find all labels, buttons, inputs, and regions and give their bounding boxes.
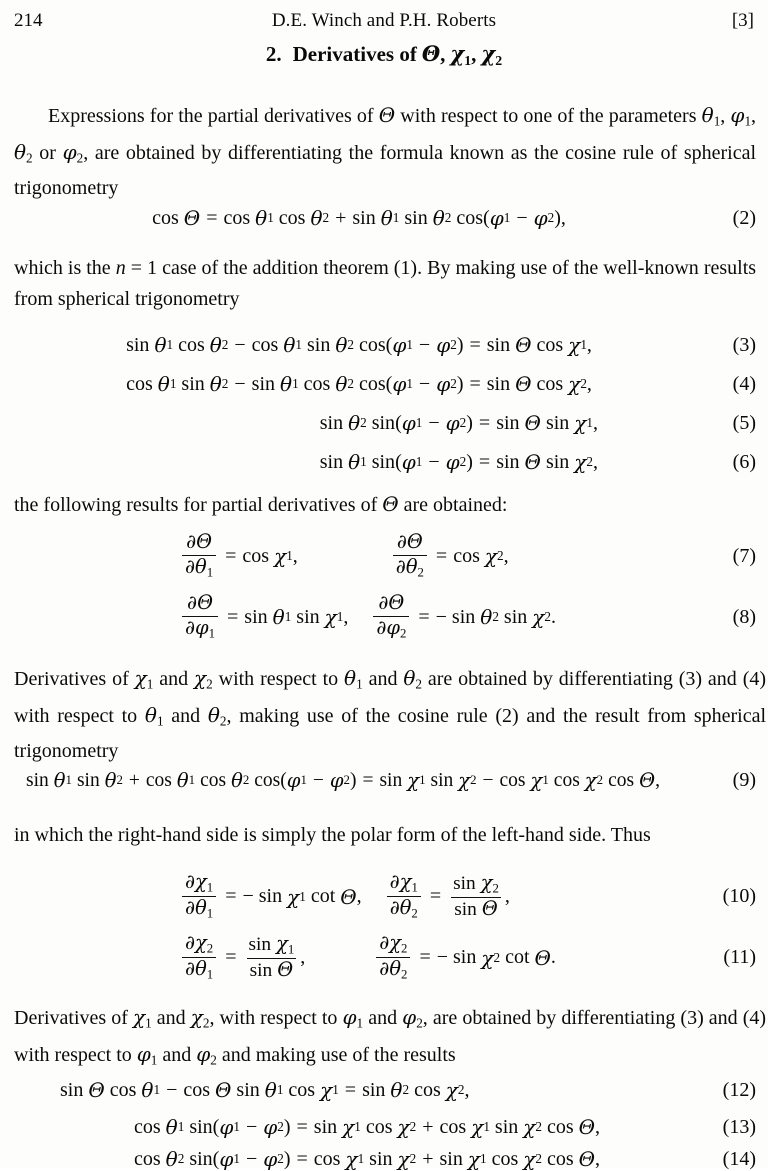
equation-4-body: cos θ 1 sin θ 2 − sin θ 1 cos θ 2 cos ( φ 1 − φ 2 ) = sin Θ cos χ 2 , <box>126 372 592 396</box>
paragraph-5 <box>14 820 756 851</box>
equation-11 <box>14 933 756 983</box>
parameter-phi-2: $\varphi_2$ <box>62 139 84 166</box>
symbol-chi-2: $\chi_2$ <box>194 666 213 692</box>
paragraph-6 <box>14 1002 766 1075</box>
equation-7-body: $\frac{\partial\Theta}{\partial\theta_1}$ = cos χ 1 , $\frac{\partial\Theta}{\partial\theta_2}$ = cos χ 2 , <box>14 532 704 580</box>
symbol-theta-1: $\theta_1$ <box>144 702 164 729</box>
symbol-theta-2: $\theta_2$ <box>207 702 227 729</box>
fraction-dtheta-dphi1: $\frac{\partial\Theta}{\partial\varphi_1}$ <box>182 593 218 641</box>
issue-number: [3] <box>731 10 754 31</box>
paragraph-4-part-g: , making use of the cosine rule (2) and the result from spherical trigonometry <box>14 704 767 763</box>
paragraph-5-text: in which the right-hand side is simply the polar form of the left-hand side. Thus <box>14 824 651 846</box>
equation-tag-4: (4) <box>732 372 756 395</box>
equation-5 <box>14 411 756 435</box>
equation-9 <box>14 769 756 792</box>
equation-2 <box>14 206 756 230</box>
paragraph-6-and-1: and <box>156 1007 186 1029</box>
symbol-theta-1: $\theta_1$ <box>344 666 363 692</box>
paragraph-1 <box>14 100 756 204</box>
paragraph-6-part-e: , are obtained by differentiating (3) and (4) with respect to <box>14 1007 767 1066</box>
equation-14 <box>14 1147 756 1171</box>
equation-tag-2: (2) <box>732 206 756 229</box>
symbol-chi-2: χ <box>481 41 496 66</box>
section-number: 2. <box>265 42 282 66</box>
symbol-chi-1: $\chi_1$ <box>133 1005 152 1031</box>
paragraph-6-part-c: , with respect to <box>209 1007 338 1029</box>
equation-5-body: sin θ 2 sin ( φ 1 − φ 2 ) = sin Θ sin χ 1 , <box>319 411 598 435</box>
fraction-dchi2-dtheta2: $\frac{\partial\chi_2}{\partial\theta_2}$ <box>376 933 410 983</box>
equation-7 <box>14 532 756 580</box>
fraction-dchi1-dtheta1: $\frac{\partial\chi_1}{\partial\theta_1}$ <box>182 872 216 922</box>
fraction-dchi2-dtheta1: $\frac{\partial\chi_2}{\partial\theta_1}$ <box>182 933 216 983</box>
equation-12-body: sin Θ cos θ 1 − cos Θ sin θ 1 cos χ 1 = sin θ 2 cos χ 2 , <box>60 1078 470 1102</box>
symbol-theta-2: $\theta_2$ <box>403 666 422 692</box>
paragraph-2-part-b: case of the addition theorem (1). By making use of the well-known results from spherical trigonometry <box>14 257 757 310</box>
equation-6-body: sin θ 1 sin ( φ 1 − φ 2 ) = sin Θ sin χ 2 , <box>319 450 598 474</box>
page-folio: 214 <box>14 10 43 31</box>
symbol-phi-1: $\varphi_1$ <box>136 1041 158 1068</box>
equation-9-body: sin θ 1 sin θ 2 + cos θ 1 cos θ 2 cos ( φ 1 − φ 2 ) = sin χ 1 sin χ 2 − cos χ 1 cos χ 2 cos Θ , <box>26 769 660 792</box>
paragraph-2 <box>14 253 756 315</box>
equation-tag-9: (9) <box>732 769 756 791</box>
equation-tag-11: (11) <box>723 946 756 969</box>
running-head-authors: D.E. Winch and P.H. Roberts <box>271 10 497 31</box>
paragraph-1-part-a: Expressions for the partial derivatives of <box>48 105 374 127</box>
paragraph-3 <box>14 489 756 521</box>
subscript-2: 2 <box>495 52 503 68</box>
paragraph-4-part-a: Derivatives of <box>14 668 129 690</box>
paragraph-1-part-b: with respect to one of the parameters <box>400 105 697 127</box>
paragraph-6-and-2: and <box>368 1007 398 1029</box>
symbol-chi-2: $\chi_2$ <box>190 1005 210 1031</box>
equation-4 <box>14 372 756 396</box>
equation-tag-10: (10) <box>722 885 756 908</box>
fraction-sinchi2-sintheta: $\frac{\sin \chi_2}{\text{sin Θ}}$ <box>453 870 499 921</box>
equation-11-body: $\frac{\partial\chi_2}{\partial\theta_1}$ = $\frac{\sin \chi_1}{\text{sin Θ}}$ , $\frac{\partial\chi_2}{\partial\theta_2}$ = − sin χ 2 cot Θ . <box>14 933 704 983</box>
paragraph-6-and-3: and <box>162 1043 192 1066</box>
equation-3 <box>14 333 756 357</box>
equation-tag-3: (3) <box>732 333 756 356</box>
paragraph-3-part-a: the following results for partial derivatives of <box>14 494 378 516</box>
section-comma-2: , <box>471 42 477 66</box>
paragraph-2-part-a: which is the <box>14 257 111 279</box>
equation-10 <box>14 872 756 922</box>
equation-tag-7: (7) <box>732 544 756 567</box>
equation-6 <box>14 450 756 474</box>
paragraph-1-or: or <box>39 141 56 164</box>
symbol-theta-capital: Θ <box>421 41 441 66</box>
paragraph-4-part-e: are obtained by differentiating (3) and (4) with respect to <box>14 668 767 727</box>
equation-8 <box>14 593 756 641</box>
section-comma-1: , <box>440 42 446 66</box>
running-head <box>14 10 754 34</box>
paragraph-4-and-1: and <box>159 668 189 690</box>
fraction-dchi1-dtheta2: $\frac{\partial\chi_1}{\partial\theta_2}$ <box>387 872 421 922</box>
section-heading <box>0 41 768 69</box>
paragraph-4-and-3: and <box>171 704 201 727</box>
variable-n: n <box>115 257 126 279</box>
symbol-phi-1: $\varphi_1$ <box>342 1005 364 1031</box>
fraction-dtheta-dphi2: $\frac{\partial\Theta}{\partial\varphi_2}$ <box>373 593 409 641</box>
symbol-phi-2: $\varphi_2$ <box>402 1005 423 1031</box>
paragraph-2-one: 1 <box>147 257 158 279</box>
equation-14-body: cos θ 2 sin ( φ 1 − φ 2 ) = cos χ 1 sin χ 2 + sin χ 1 cos χ 2 cos Θ , <box>134 1147 601 1171</box>
equation-13-body: cos θ 1 sin ( φ 1 − φ 2 ) = sin χ 1 cos χ 2 + cos χ 1 sin χ 2 cos Θ , <box>134 1115 601 1139</box>
equation-13 <box>14 1115 756 1139</box>
paragraph-6-part-g: and making use of the results <box>221 1043 456 1066</box>
equation-tag-14: (14) <box>722 1147 756 1170</box>
equation-10-body: $\frac{\partial\chi_1}{\partial\theta_1}$ = − sin χ 1 cot Θ , $\frac{\partial\chi_1}{\partial\theta_2}$ = $\frac{\sin \chi_2}{\text{sin Θ}}$ , <box>14 872 704 922</box>
symbol-phi-2: $\varphi_2$ <box>196 1041 217 1068</box>
equation-tag-5: (5) <box>732 411 756 434</box>
equation-tag-13: (13) <box>722 1115 756 1138</box>
paragraph-1-part-d: , are obtained by differentiating the formula known as the cosine rule of spherical trigonometry <box>14 141 757 200</box>
equation-tag-8: (8) <box>732 605 756 628</box>
subscript-1: 1 <box>464 52 472 68</box>
symbol-chi-1: $\chi_1$ <box>134 666 154 692</box>
equation-8-body: $\frac{\partial\Theta}{\partial\varphi_1}$ = sin θ 1 sin χ 1 , $\frac{\partial\Theta}{\partial\varphi_2}$ = − sin θ 2 sin χ 2 . <box>14 593 704 641</box>
section-title-text: Derivatives of <box>292 42 417 66</box>
equation-3-body: sin θ 1 cos θ 2 − cos θ 1 sin θ 2 cos ( φ 1 − φ 2 ) = sin Θ cos χ 1 , <box>126 333 592 357</box>
fraction-sinchi1-sintheta: $\frac{\sin \chi_1}{\text{sin Θ}}$ <box>248 931 295 982</box>
fraction-dtheta-dtheta1: $\frac{\partial\Theta}{\partial\theta_1}$ <box>182 532 216 580</box>
symbol-theta-capital: Θ <box>378 103 396 127</box>
equation-12 <box>14 1078 756 1102</box>
paragraph-2-equals: = <box>130 257 143 279</box>
parameter-list: $\theta_1$, $\varphi_1$, $\theta_2$ <box>14 103 757 166</box>
fraction-dtheta-dtheta2: $\frac{\partial\Theta}{\partial\theta_2}$ <box>393 532 427 580</box>
paragraph-3-part-b: are obtained: <box>403 494 508 516</box>
equation-2-body: cos Θ = cos θ 1 cos θ 2 + sin θ 1 sin θ 2 cos ( φ 1 − φ 2 ) , <box>152 206 566 230</box>
equation-tag-6: (6) <box>732 450 756 473</box>
equation-tag-12: (12) <box>722 1078 756 1101</box>
paragraph-6-part-a: Derivatives of <box>14 1007 128 1029</box>
symbol-theta-capital: Θ <box>382 492 399 516</box>
paragraph-4 <box>14 663 766 767</box>
paragraph-4-part-c: with respect to <box>218 668 339 690</box>
symbol-chi-1: χ <box>450 41 465 66</box>
paragraph-4-and-2: and <box>368 668 398 690</box>
